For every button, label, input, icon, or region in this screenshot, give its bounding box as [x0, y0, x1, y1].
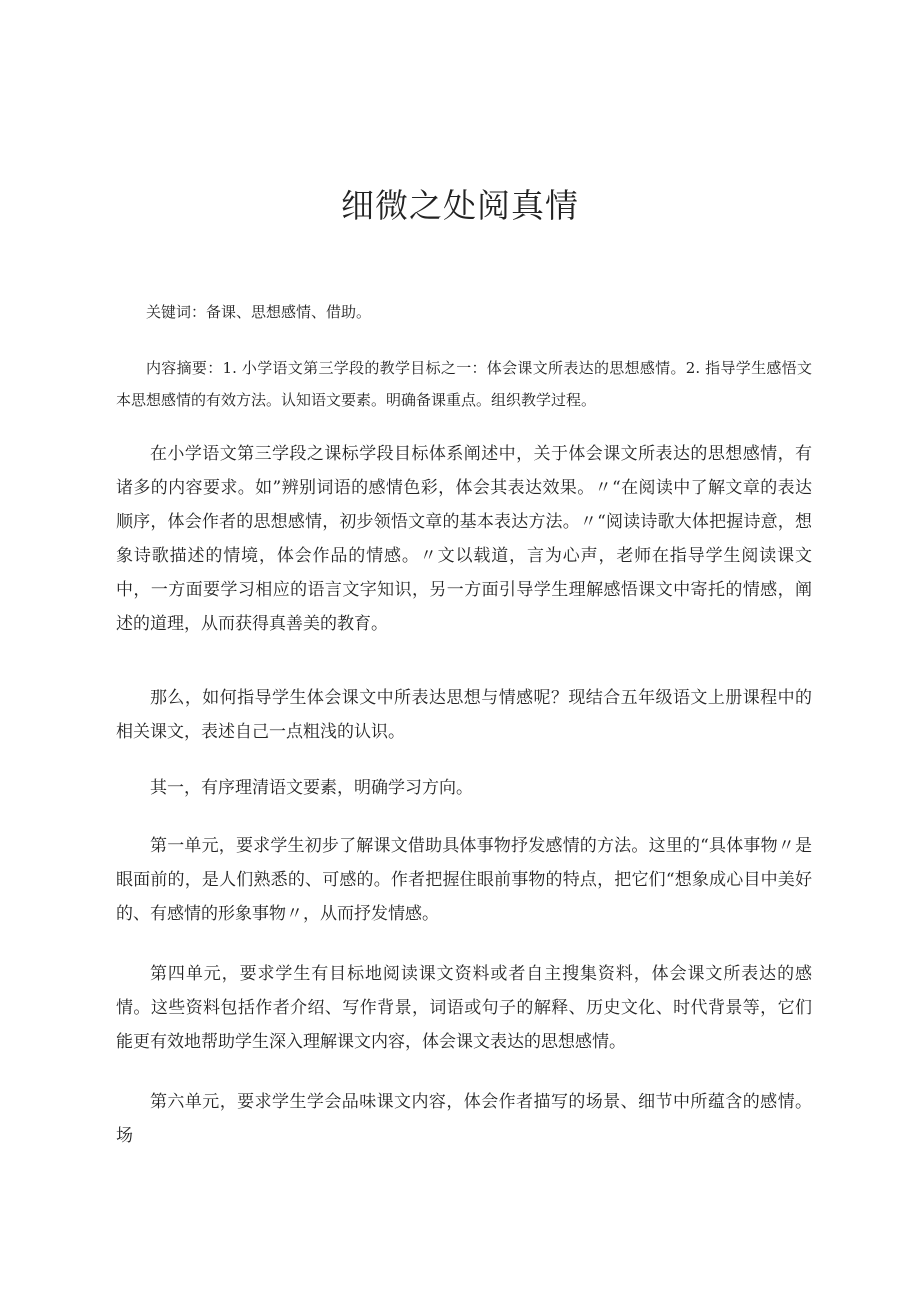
body-paragraph: 第六单元，要求学生学会品味课文内容，体会作者描写的场景、细节中所蕴含的感情。场: [116, 1092, 812, 1146]
section-heading-paragraph: 其一，有序理清语文要素，明确学习方向。: [150, 778, 473, 798]
body-paragraph: 第一单元，要求学生初步了解课文借助具体事物抒发感情的方法。这里的“具体事物〃是眼面前的，是人们熟悉的、可感的。作者把握住眼前事物的特点，把它们“想象成心目中美好的、有感情的形象事物〃，从而抒发情感。: [116, 836, 812, 924]
body-paragraph: 那么，如何指导学生体会课文中所表达思想与情感呢？现结合五年级语文上册课程中的相关课文，表述自己一点粗浅的认识。: [116, 688, 812, 742]
body-paragraph: 第四单元，要求学生有目标地阅读课文资料或者自主搜集资料，体会课文所表达的感情。这些资料包括作者介绍、写作背景，词语或句子的解释、历史文化、时代背景等，它们能更有效地帮助学生深入理解课文内容，体会课文表达的思想感情。: [116, 964, 812, 1052]
keywords-line: 关键词：备课、思想感情、借助。: [146, 303, 372, 321]
body-paragraph: 在小学语文第三学段之课标学段目标体系阐述中，关于体会课文所表达的思想感情，有诸多的内容要求。如”辨别词语的感情色彩，体会其表达效果。〃“在阅读中了解文章的表达顺序，体会作者的思想感情，初步领悟文章的基本表达方法。〃“阅读诗歌大体把握诗意，想象诗歌描述的情境，体会作品的情感。〃文以载道，言为心声，老师在指导学生阅读课文中，一方面要学习相应的语言文字知识，另一方面引导学生理解感悟课文中寄托的情感，阐述的道理，从而获得真善美的教育。: [116, 444, 812, 634]
document-title: 细微之处阅真情: [341, 186, 579, 226]
abstract-paragraph: 内容摘要：1. 小学语文第三学段的教学目标之一：体会课文所表达的思想感情。2. 指导学生感悟文本思想感情的有效方法。认知语文要素。明确备课重点。组织教学过程。: [116, 359, 812, 409]
